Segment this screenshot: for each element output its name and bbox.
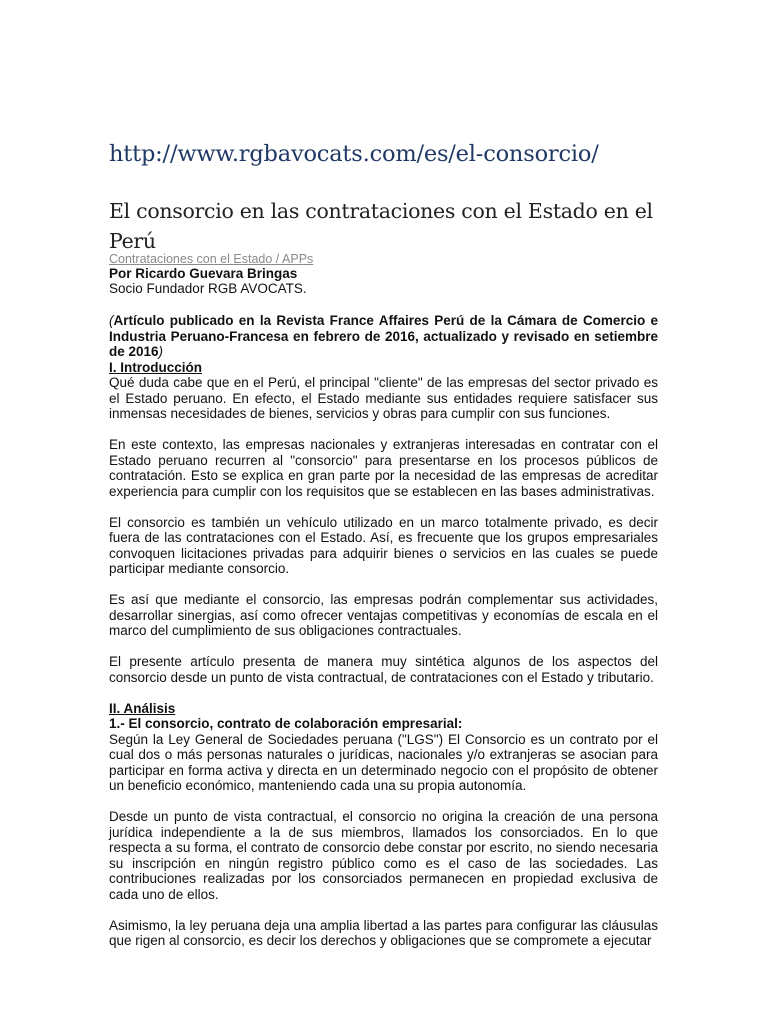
- article-title: El consorcio en las contrataciones con el Estado en el Perú: [109, 199, 653, 253]
- publication-note: [109, 313, 658, 360]
- subsection-heading: 1.- El consorcio, contrato de colaboración empresarial:: [109, 716, 463, 731]
- note-text: Artículo publicado en la Revista France Affaires Perú de la Cámara de Comercio e Industria Peruano-Francesa en febrero de 2016, actualizado y revisado en setiembre de 2016: [109, 313, 658, 359]
- section-heading-introduccion: I. Introducción: [109, 359, 202, 375]
- paragraph: El presente artículo presenta de manera muy sintética algunos de los aspectos del consorcio desde un punto de vista contractual, de contrataciones con el Estado y tributario.: [109, 654, 658, 685]
- note-close-paren: ): [158, 344, 164, 359]
- author-role: Socio Fundador RGB AVOCATS.: [109, 281, 307, 296]
- note-open-paren: (: [109, 313, 114, 328]
- paragraph: Según la Ley General de Sociedades peruana ("LGS") El Consorcio es un contrato por el cual dos o más personas naturales o jurídicas, nacionales y/o extranjeras se asocian para participar en forma activa y directa en un determinado negocio con el propósito de obtener un beneficio económico, manteniendo cada una su propia autonomía.: [109, 731, 658, 793]
- category-link[interactable]: Contrataciones con el Estado / APPs: [109, 252, 314, 266]
- paragraph: Es así que mediante el consorcio, las empresas podrán complementar sus actividades, desarrollar sinergias, así como ofrecer ventajas competitivas y economías de escala en el marco del cumplimiento de sus obligaciones contractuales.: [109, 592, 658, 638]
- paragraph: Qué duda cabe que en el Perú, el principal "cliente" de las empresas del sector privado es el Estado peruano. En efecto, el Estado mediante sus entidades requiere satisfacer sus inmensas necesidades de bienes, servicios y obras para cumplir con sus funciones.: [109, 375, 658, 421]
- paragraph: En este contexto, las empresas nacionales y extranjeras interesadas en contratar con el Estado peruano recurren al "consorcio" para presentarse en los procesos públicos de contratación. Esto se explica en gran parte por la necesidad de las empresas de acreditar experiencia para cumplir con los requisitos que se establecen en las bases administrativas.: [109, 437, 658, 499]
- article-body: [109, 313, 658, 964]
- source-url[interactable]: http://www.rgbavocats.com/es/el-consorcio/: [109, 141, 599, 167]
- paragraph: Asimismo, la ley peruana deja una amplia libertad a las partes para configurar las cláusulas que rigen al consorcio, es decir los derechos y obligaciones que se compromete a ejecutar: [109, 917, 658, 948]
- author-name: Por Ricardo Guevara Bringas: [109, 266, 298, 281]
- paragraph: El consorcio es también un vehículo utilizado en un marco totalmente privado, es decir fuera de las contrataciones con el Estado. Así, es frecuente que los grupos empresariales convoquen licitaciones privadas para adquirir bienes o servicios en las cuales se puede participar mediante consorcio.: [109, 514, 658, 576]
- paragraph: Desde un punto de vista contractual, el consorcio no origina la creación de una persona jurídica independiente a la de sus miembros, llamados los consorciados. En lo que respecta a su forma, el contrato de consorcio debe constar por escrito, no siendo necesaria su inscripción en ningún registro público como es el caso de las sociedades. Las contribuciones realizadas por los consorciados permanecen en propiedad exclusiva de cada uno de ellos.: [109, 809, 658, 902]
- section-heading-analisis: II. Análisis: [109, 700, 176, 716]
